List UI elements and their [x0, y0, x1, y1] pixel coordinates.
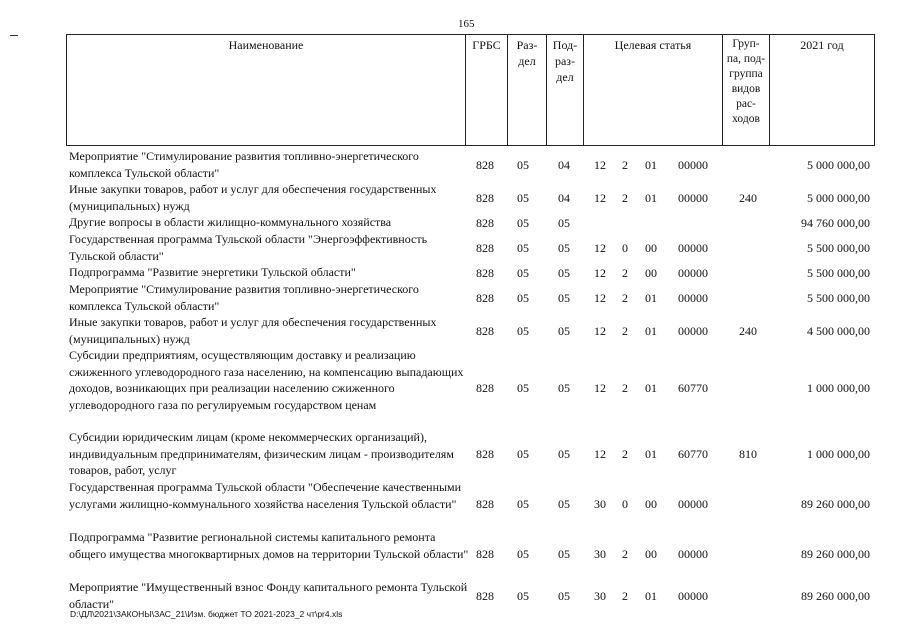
target-program-cell: 12	[594, 323, 606, 338]
header-group: Груп- па, под- группа видов рас- ходов	[723, 35, 770, 146]
amount-cell: 89 260 000,00	[801, 496, 870, 511]
razdel-cell: 05	[517, 588, 529, 603]
page-number: 165	[458, 18, 475, 30]
table-row	[66, 579, 874, 612]
expense-group-cell: 240	[739, 323, 757, 338]
table-row	[66, 231, 874, 264]
razdel-cell: 05	[517, 215, 529, 230]
target-subprogram-cell: 2	[622, 157, 628, 172]
razdel-cell: 05	[517, 157, 529, 172]
razdel-cell: 05	[517, 380, 529, 395]
target-direction-cell: 60770	[678, 446, 708, 461]
target-direction-cell: 00000	[678, 265, 708, 280]
target-event-cell: 00	[645, 496, 657, 511]
amount-cell: 94 760 000,00	[801, 215, 870, 230]
target-direction-cell: 00000	[678, 290, 708, 305]
amount-cell: 89 260 000,00	[801, 546, 870, 561]
podrazdel-cell: 05	[558, 380, 570, 395]
grbs-cell: 828	[476, 157, 494, 172]
table-row	[66, 181, 874, 214]
target-direction-cell: 00000	[678, 240, 708, 255]
row-name: Государственная программа Тульской области "Обеспечение качественными услугами жилищно-коммунального хозяйства населения Тульской области"	[69, 480, 462, 511]
table-row	[66, 148, 874, 181]
target-direction-cell: 60770	[678, 380, 708, 395]
target-direction-cell: 00000	[678, 496, 708, 511]
expense-group-cell: 240	[739, 190, 757, 205]
razdel-cell: 05	[517, 265, 529, 280]
podrazdel-cell: 05	[558, 240, 570, 255]
podrazdel-cell: 05	[558, 215, 570, 230]
podrazdel-cell: 05	[558, 546, 570, 561]
target-subprogram-cell: 0	[622, 240, 628, 255]
header-name: Наименование	[67, 35, 466, 146]
podrazdel-cell: 05	[558, 588, 570, 603]
amount-cell: 4 500 000,00	[807, 323, 870, 338]
razdel-cell: 05	[517, 290, 529, 305]
row-name: Иные закупки товаров, работ и услуг для обеспечения государственных (муниципальных) нужд	[69, 315, 437, 346]
amount-cell: 1 000 000,00	[807, 380, 870, 395]
target-program-cell: 12	[594, 290, 606, 305]
header-grbs: ГРБС	[466, 35, 508, 146]
table-row	[66, 479, 874, 529]
table-row	[66, 429, 874, 479]
podrazdel-cell: 05	[558, 290, 570, 305]
target-event-cell: 01	[645, 290, 657, 305]
row-name: Мероприятие "Имущественный взнос Фонду капитального ремонта Тульской области"	[69, 580, 468, 611]
razdel-cell: 05	[517, 190, 529, 205]
target-event-cell: 01	[645, 588, 657, 603]
target-program-cell: 12	[594, 380, 606, 395]
target-event-cell: 01	[645, 380, 657, 395]
target-event-cell: 01	[645, 323, 657, 338]
razdel-cell: 05	[517, 446, 529, 461]
razdel-cell: 05	[517, 240, 529, 255]
amount-cell: 5 500 000,00	[807, 265, 870, 280]
target-subprogram-cell: 2	[622, 588, 628, 603]
target-direction-cell: 00000	[678, 588, 708, 603]
grbs-cell: 828	[476, 323, 494, 338]
grbs-cell: 828	[476, 265, 494, 280]
target-subprogram-cell: 2	[622, 190, 628, 205]
razdel-cell: 05	[517, 546, 529, 561]
target-event-cell: 01	[645, 157, 657, 172]
grbs-cell: 828	[476, 290, 494, 305]
table-row	[66, 347, 874, 429]
table-row	[66, 281, 874, 314]
table-row	[66, 264, 874, 281]
grbs-cell: 828	[476, 588, 494, 603]
amount-cell: 5 500 000,00	[807, 240, 870, 255]
header-target: Целевая статья	[584, 35, 723, 146]
podrazdel-cell: 04	[558, 157, 570, 172]
target-program-cell: 12	[594, 190, 606, 205]
row-name: Подпрограмма "Развитие энергетики Тульской области"	[69, 265, 356, 279]
target-program-cell: 12	[594, 157, 606, 172]
target-subprogram-cell: 2	[622, 290, 628, 305]
row-name: Субсидии предприятиям, осуществляющим доставку и реализацию сжиженного углеводородного газа населению, на компенсацию выпадающих доходов, возникающих при реализации населению сжиженного углеводородного газа по регулируемым государством ценам	[69, 348, 464, 412]
target-direction-cell: 00000	[678, 190, 708, 205]
table-row	[66, 529, 874, 579]
header-year: 2021 год	[770, 35, 875, 146]
amount-cell: 5 000 000,00	[807, 190, 870, 205]
target-direction-cell: 00000	[678, 323, 708, 338]
target-subprogram-cell: 0	[622, 496, 628, 511]
podrazdel-cell: 05	[558, 496, 570, 511]
grbs-cell: 828	[476, 546, 494, 561]
podrazdel-cell: 04	[558, 190, 570, 205]
target-subprogram-cell: 2	[622, 265, 628, 280]
target-direction-cell: 00000	[678, 157, 708, 172]
grbs-cell: 828	[476, 215, 494, 230]
target-program-cell: 12	[594, 265, 606, 280]
grbs-cell: 828	[476, 240, 494, 255]
target-program-cell: 30	[594, 546, 606, 561]
header-razdel: Раз- дел	[508, 35, 547, 146]
row-name: Мероприятие "Стимулирование развития топливно-энергетического комплекса Тульской области"	[69, 149, 419, 180]
row-name: Подпрограмма "Развитие региональной системы капитального ремонта общего имущества многоквартирных домов на территории Тульской области"	[69, 530, 469, 561]
target-direction-cell: 00000	[678, 546, 708, 561]
row-name: Государственная программа Тульской области "Энергоэффективность Тульской области"	[69, 232, 428, 263]
table-body	[66, 148, 874, 612]
target-subprogram-cell: 2	[622, 546, 628, 561]
grbs-cell: 828	[476, 190, 494, 205]
target-subprogram-cell: 2	[622, 323, 628, 338]
row-name: Мероприятие "Стимулирование развития топливно-энергетического комплекса Тульской области"	[69, 282, 419, 313]
target-program-cell: 12	[594, 240, 606, 255]
table-row	[66, 214, 874, 231]
row-name: Другие вопросы в области жилищно-коммунального хозяйства	[69, 215, 392, 229]
razdel-cell: 05	[517, 496, 529, 511]
target-event-cell: 01	[645, 446, 657, 461]
amount-cell: 5 000 000,00	[807, 157, 870, 172]
amount-cell: 5 500 000,00	[807, 290, 870, 305]
amount-cell: 1 000 000,00	[807, 446, 870, 461]
target-event-cell: 00	[645, 546, 657, 561]
expense-group-cell: 810	[739, 446, 757, 461]
target-event-cell: 00	[645, 265, 657, 280]
row-name: Субсидии юридическим лицам (кроме некоммерческих организаций), индивидуальным предпринимателям, физическим лицам - производителям товаров, работ, услуг	[69, 430, 454, 477]
target-program-cell: 30	[594, 588, 606, 603]
grbs-cell: 828	[476, 496, 494, 511]
amount-cell: 89 260 000,00	[801, 588, 870, 603]
podrazdel-cell: 05	[558, 265, 570, 280]
margin-mark	[10, 35, 18, 36]
footer-file-path: D:\ДЛ\2021\ЗАКОНЫ\ЗАС_21\Изм. бюджет ТО 2021-2023_2 чт\pr4.xls	[70, 609, 343, 619]
target-subprogram-cell: 2	[622, 446, 628, 461]
row-name: Иные закупки товаров, работ и услуг для обеспечения государственных (муниципальных) нужд	[69, 182, 437, 213]
grbs-cell: 828	[476, 380, 494, 395]
grbs-cell: 828	[476, 446, 494, 461]
target-subprogram-cell: 2	[622, 380, 628, 395]
target-program-cell: 12	[594, 446, 606, 461]
table-row	[66, 314, 874, 347]
podrazdel-cell: 05	[558, 446, 570, 461]
target-program-cell: 30	[594, 496, 606, 511]
razdel-cell: 05	[517, 323, 529, 338]
header-podrazdel: Под- раз- дел	[547, 35, 584, 146]
table-header	[66, 34, 875, 146]
target-event-cell: 00	[645, 240, 657, 255]
podrazdel-cell: 05	[558, 323, 570, 338]
target-event-cell: 01	[645, 190, 657, 205]
